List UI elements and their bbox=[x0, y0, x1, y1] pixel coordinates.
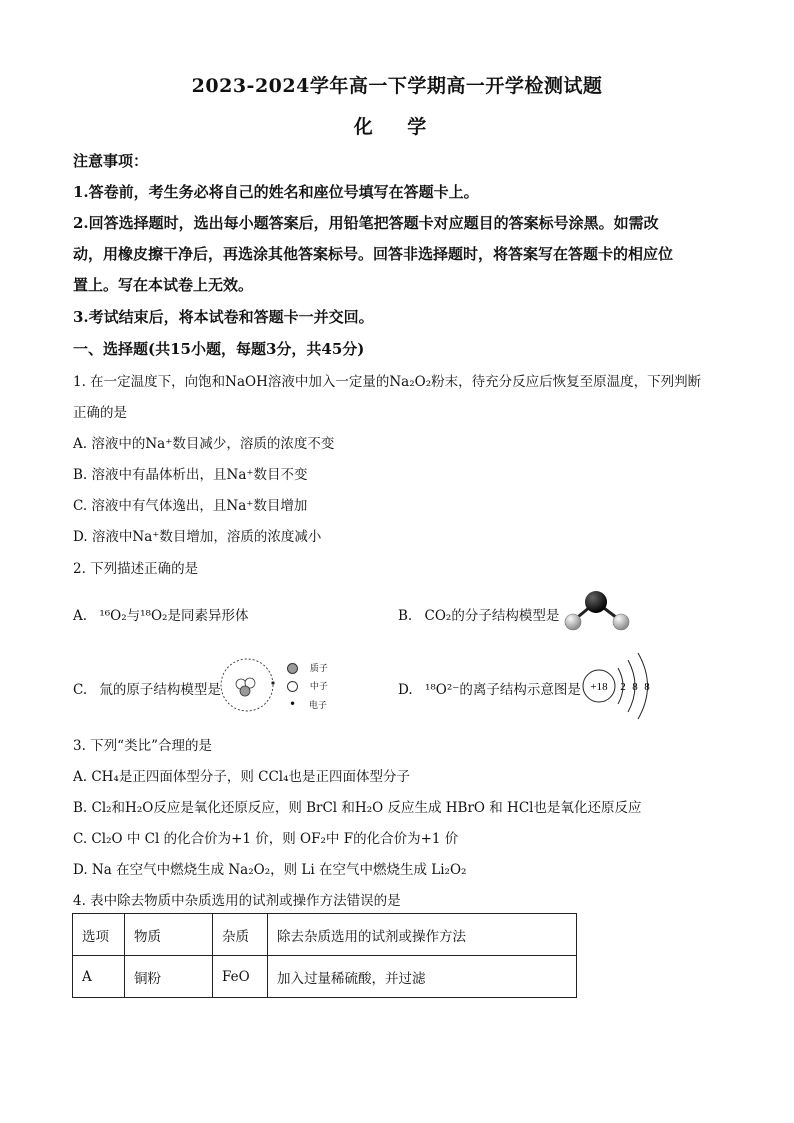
notice-item-2-line-1: 2.回答选择题时，选出每小题答案后，用铅笔把答题卡对应题目的答案标号涂黑。如需改 bbox=[73, 214, 659, 232]
proton-legend-icon bbox=[287, 663, 298, 674]
shell-count-2: 8 bbox=[632, 681, 638, 693]
q2-option-d-text: ¹⁸O²⁻的离子结构示意图是 bbox=[424, 682, 581, 698]
table-header-cell: 杂质 bbox=[213, 914, 268, 956]
q3-stem: 3. 下列“类比”合理的是 bbox=[73, 738, 212, 754]
q3-option-d: D. Na 在空气中燃烧生成 Na₂O₂，则 Li 在空气中燃烧生成 Li₂O₂ bbox=[73, 862, 467, 878]
q2-option-b-label: B. bbox=[398, 608, 413, 624]
notice-heading: 注意事项： bbox=[73, 152, 149, 170]
q2-option-c bbox=[73, 678, 221, 698]
q3-option-b: B. Cl₂和H₂O反应是氧化还原反应，则 BrCl 和H₂O 反应生成 HBrO 和 HCl也是氧化还原反应 bbox=[73, 800, 642, 816]
q4-table bbox=[72, 913, 577, 998]
q1-option-a: A. 溶液中的Na⁺数目减少，溶质的浓度不变 bbox=[73, 436, 335, 452]
carbon-atom-ball bbox=[585, 591, 607, 613]
q2-option-a-text: ¹⁶O₂与¹⁸O₂是同素异形体 bbox=[99, 608, 249, 624]
q2-option-d-label: D. bbox=[398, 682, 413, 698]
table-header-cell: 除去杂质选用的试剂或操作方法 bbox=[268, 914, 577, 956]
table-header-cell: 物质 bbox=[125, 914, 213, 956]
q2-option-b bbox=[398, 604, 559, 624]
atom-model-legend bbox=[287, 661, 328, 715]
q1-stem-line-2: 正确的是 bbox=[73, 405, 127, 421]
q1-stem-line-1: 1. 在一定温度下，向饱和NaOH溶液中加入一定量的Na₂O₂粉末，待充分反应后恢复至原温度，下列判断 bbox=[73, 374, 702, 390]
ion-structure-diagram bbox=[580, 650, 660, 722]
table-row bbox=[73, 956, 577, 998]
q2-option-a bbox=[73, 604, 248, 624]
q2-option-b-text: CO₂的分子结构模型是 bbox=[424, 608, 560, 624]
electron-dot bbox=[271, 681, 274, 684]
table-header-cell: 选项 bbox=[73, 914, 125, 956]
q2-option-d bbox=[398, 678, 581, 698]
notice-item-1: 1.答卷前，考生务必将自己的姓名和座位号填写在答题卡上。 bbox=[73, 183, 479, 201]
shell-count-1: 2 bbox=[620, 681, 626, 693]
table-cell: FeO bbox=[213, 956, 268, 998]
nucleus-charge: +18 bbox=[590, 681, 608, 693]
subject-title: 化 学 bbox=[353, 116, 441, 138]
q2-stem: 2. 下列描述正确的是 bbox=[73, 561, 199, 577]
co2-bent-model-figure bbox=[560, 588, 636, 634]
section-heading: 一、选择题(共15小题，每题3分，共45分) bbox=[73, 340, 365, 358]
q1-option-b: B. 溶液中有晶体析出，且Na⁺数目不变 bbox=[73, 467, 308, 483]
neutron-legend-icon bbox=[287, 681, 298, 692]
table-header-row bbox=[73, 914, 577, 956]
q1-option-d: D. 溶液中Na⁺数目增加，溶质的浓度减小 bbox=[73, 529, 322, 545]
notice-item-2-line-3: 置上。写在本试卷上无效。 bbox=[73, 276, 254, 294]
q2-option-c-label: C. bbox=[73, 682, 88, 698]
q2-option-c-text: 氚的原子结构模型是 bbox=[99, 682, 221, 698]
q3-option-a: A. CH₄是正四面体型分子，则 CCl₄也是正四面体型分子 bbox=[73, 769, 411, 785]
oxygen-atom-ball-left bbox=[565, 614, 581, 630]
table-cell: A bbox=[73, 956, 125, 998]
q3-option-c: C. Cl₂O 中 Cl 的化合价为+1 价，则 OF₂中 F的化合价为+1 价 bbox=[73, 831, 459, 847]
proton-ball bbox=[240, 686, 250, 696]
shell-count-3: 8 bbox=[644, 681, 650, 693]
electron-legend-icon: • bbox=[288, 697, 297, 711]
tritium-atom-model-figure bbox=[218, 656, 280, 714]
legend-proton-label: 质子 bbox=[309, 664, 328, 674]
q2-option-a-label: A. bbox=[73, 608, 88, 624]
notice-item-2-line-2: 动，用橡皮擦干净后，再选涂其他答案标号。回答非选择题时，将答案写在答题卡的相应位 bbox=[73, 245, 674, 263]
notice-item-3: 3.考试结束后，将本试卷和答题卡一并交回。 bbox=[73, 308, 374, 326]
oxygen-atom-ball-right bbox=[613, 614, 629, 630]
q4-stem: 4. 表中除去物质中杂质选用的试剂或操作方法错误的是 bbox=[73, 893, 401, 909]
legend-neutron-label: 中子 bbox=[309, 682, 328, 692]
page-title: 2023-2024学年高一下学期高一开学检测试题 bbox=[191, 75, 603, 97]
legend-electron-label: 电子 bbox=[308, 701, 327, 711]
table-cell: 加入过量稀硫酸，并过滤 bbox=[268, 956, 577, 998]
table-cell: 铜粉 bbox=[125, 956, 213, 998]
q1-option-c: C. 溶液中有气体逸出，且Na⁺数目增加 bbox=[73, 498, 308, 514]
